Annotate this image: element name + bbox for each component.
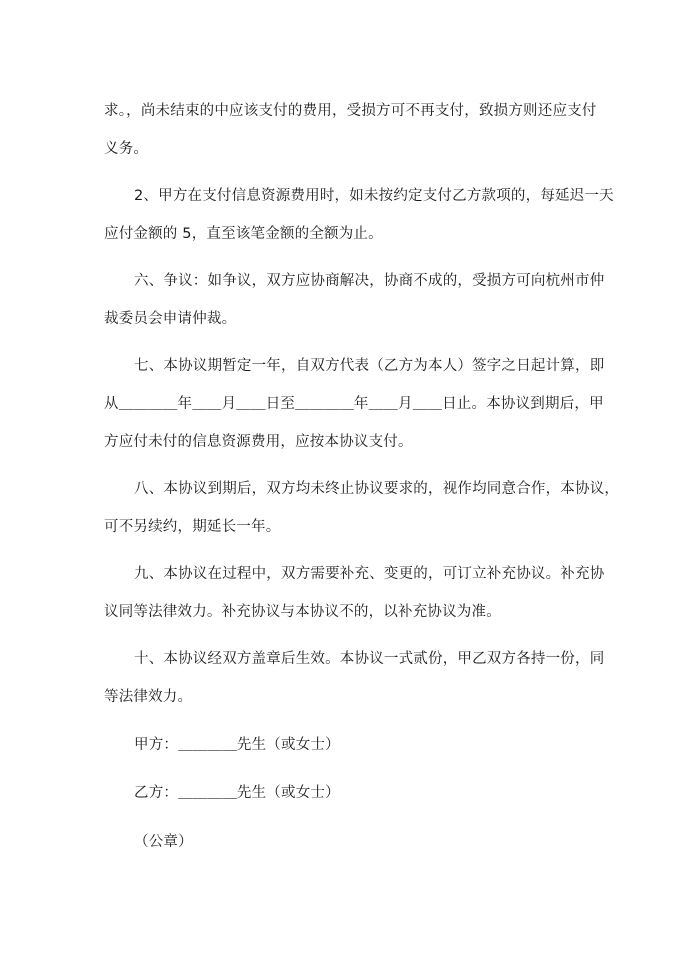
paragraph-clause-2-line-1: 2、甲方在支付信息资源费用时，如未按约定支付乙方款项的，每延迟一天	[134, 188, 614, 204]
paragraph-clause-8-line-2: 可不另续约，期延长一年。	[104, 519, 281, 535]
paragraph-clause-2-line-2: 应付金额的 5，直至该笔金额的全额为止。	[104, 226, 383, 242]
paragraph-clause-7-line-3: 方应付未付的信息资源费用，应按本协议支付。	[104, 434, 413, 450]
paragraph-clause-10-line-1: 十、本协议经双方盖章后生效。本协议一式贰份，甲乙双方各持一份，同	[134, 651, 605, 667]
paragraph-clause-6-line-1: 六、争议：如争议，双方应协商解决，协商不成的，受损方可向杭州市仲	[134, 273, 605, 289]
paragraph-clause-7-line-2: 从＿＿＿＿年＿＿月＿＿日至＿＿＿＿年＿＿月＿＿日止。本协议到期后，甲	[104, 396, 604, 412]
signature-party-a: 甲方：＿＿＿＿先生（或女士）	[134, 737, 340, 753]
paragraph-clause-9-line-1: 九、本协议在过程中，双方需要补充、变更的，可订立补充协议。补充协	[134, 566, 605, 582]
paragraph-clause-9-line-2: 议同等法律效力。补充协议与本协议不的，以补充协议为准。	[104, 604, 501, 620]
paragraph-continuation-line-2: 义务。	[104, 141, 149, 157]
paragraph-clause-8-line-1: 八、本协议到期后，双方均未终止协议要求的，视作均同意合作，本协议，	[134, 481, 620, 497]
paragraph-continuation-line-1: 求。，尚未结束的中应该支付的费用，受损方可不再支付，致损方则还应支付	[104, 103, 597, 119]
paragraph-clause-10-line-2: 等法律效力。	[104, 689, 193, 705]
official-seal-label: （公章）	[134, 834, 193, 850]
paragraph-clause-7-line-1: 七、本协议期暂定一年，自双方代表（乙方为本人）签字之日起计算，即	[134, 358, 605, 374]
signature-party-b: 乙方：＿＿＿＿先生（或女士）	[134, 785, 340, 801]
paragraph-clause-6-line-2: 裁委员会申请仲裁。	[104, 311, 237, 327]
